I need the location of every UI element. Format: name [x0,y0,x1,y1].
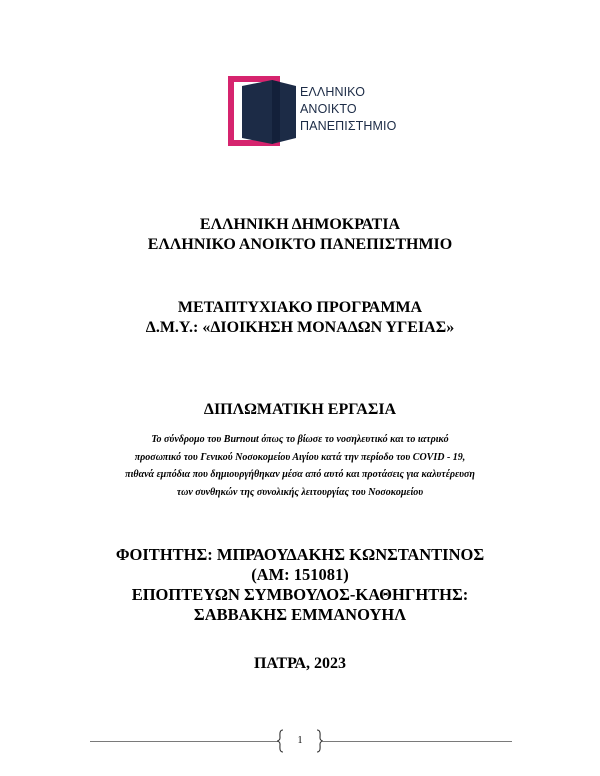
thesis-title-line: των συνθηκών της συνολικής λειτουργίας του Νοσοκομείου [176,486,424,498]
institution-header [0,215,600,255]
logo-line-2: ΑΝΟΙΚΤΟ [300,102,357,116]
program-heading: ΜΕΤΑΠΤΥΧΙΑΚΟ ΠΡΟΓΡΑΜΜΑ [177,299,423,316]
page-number: 1 [297,735,303,746]
logo-line-3: ΠΑΝΕΠΙΣΤΗΜΙΟ [300,119,397,133]
thesis-title-line: προσωπικό του Γενικού Νοσοκομείου Αιγίου κατά την περίοδο του COVID - 19, [134,451,466,463]
university-logo-icon [228,76,298,146]
student-name: ΦΟΙΤΗΤΗΣ: ΜΠΡΑΟΥΔΑΚΗΣ ΚΩΝΣΤΑΝΤΙΝΟΣ [115,545,485,564]
footer-rule-right [322,741,512,742]
student-id: (ΑΜ: 151081) [251,565,349,584]
republic-heading: ΕΛΛΗΝΙΚΗ ΔΗΜΟΚΡΑΤΙΑ [199,216,401,233]
program-header [0,298,600,338]
authorship-block [0,545,600,625]
university-logo [228,76,418,146]
footer-rule-left [90,741,278,742]
supervisor-name: ΣΑΒΒΑΚΗΣ ΕΜΜΑΝΟΥΗΛ [193,605,407,624]
thesis-title-line: Το σύνδρομο του Burnout όπως το βίωσε το νοσηλευτικό και το ιατρικό [151,434,449,445]
logo-wordmark [300,84,396,135]
supervisor-label: ΕΠΟΠΤΕΥΩΝ ΣΥΜΒΟΥΛΟΣ-ΚΑΘΗΓΗΤΗΣ: [131,585,469,604]
program-name: Δ.Μ.Υ.: «ΔΙΟΙΚΗΣΗ ΜΟΝΑΔΩΝ ΥΓΕΙΑΣ» [145,319,455,336]
logo-line-1: ΕΛΛΗΝΙΚΟ [300,85,366,99]
thesis-title [0,431,600,501]
thesis-type-heading: ΔΙΠΛΩΜΑΤΙΚΗ ΕΡΓΑΣΙΑ [203,401,397,418]
place-date-text: ΠΑΤΡΑ, 2023 [253,655,347,672]
university-heading: ΕΛΛΗΝΙΚΟ ΑΝΟΙΚΤΟ ΠΑΝΕΠΙΣΤΗΜΙΟ [147,236,453,253]
thesis-title-line: πιθανά εμπόδια που δημιουργήθηκαν μέσα από αυτό και προτάσεις για καλυτέρευση [125,469,475,480]
place-date [0,654,600,674]
